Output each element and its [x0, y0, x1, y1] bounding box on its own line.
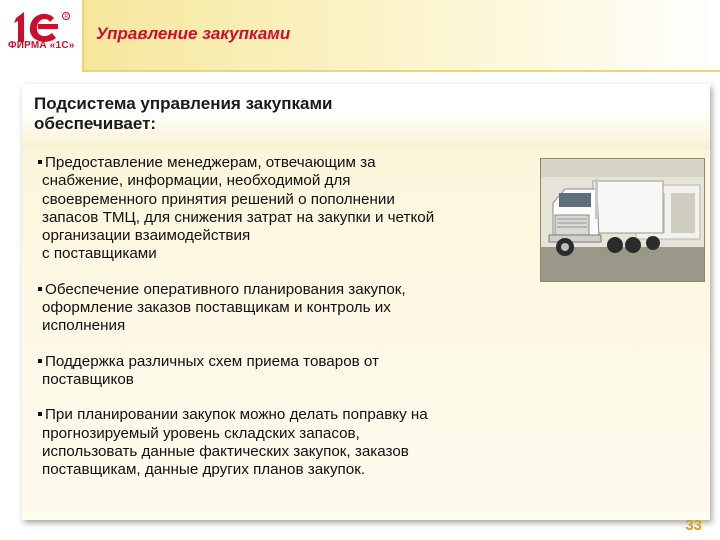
- company-logo: [8, 8, 78, 64]
- header-divider: [82, 70, 720, 72]
- logo-caption: ФИРМА «1С»: [8, 40, 75, 51]
- bullet-square-icon: [38, 412, 42, 416]
- page-number: 33: [685, 517, 702, 534]
- bullet-square-icon: [38, 160, 42, 164]
- svg-text:R: R: [64, 14, 69, 20]
- list-item: [36, 353, 526, 390]
- bullet-text: Поддержка различных схем приема товаров от поставщиков: [42, 352, 379, 388]
- bullet-list: [36, 154, 526, 496]
- bullet-text: Обеспечение оперативного планирования закупок, оформление заказов поставщикам и контроль их исполнения: [42, 280, 406, 335]
- list-item: [36, 154, 526, 264]
- page-title: Управление закупками: [96, 24, 291, 43]
- truck-illustration: [541, 159, 704, 281]
- list-item: [36, 406, 526, 479]
- list-item: [36, 281, 526, 336]
- bullet-square-icon: [38, 359, 42, 363]
- truck-photo: [540, 158, 705, 282]
- content-card: [22, 84, 710, 520]
- header: [0, 0, 720, 72]
- bullet-text: Предоставление менеджерам, отвечающим за снабжение, информации, необходимой для своевременного принятия решений о пополнении запасов ТМЦ, для снижения затрат на закупки и четкой организации взаимодействия с поставщиками: [42, 154, 435, 263]
- card-heading: Подсистема управления закупками обеспечивает:: [34, 94, 333, 133]
- bullet-text: При планировании закупок можно делать поправку на прогнозируемый уровень складских запасов, использовать данные фактических закупок, заказов поставщикам, данные других планов закупок.: [42, 406, 428, 479]
- bullet-square-icon: [38, 287, 42, 291]
